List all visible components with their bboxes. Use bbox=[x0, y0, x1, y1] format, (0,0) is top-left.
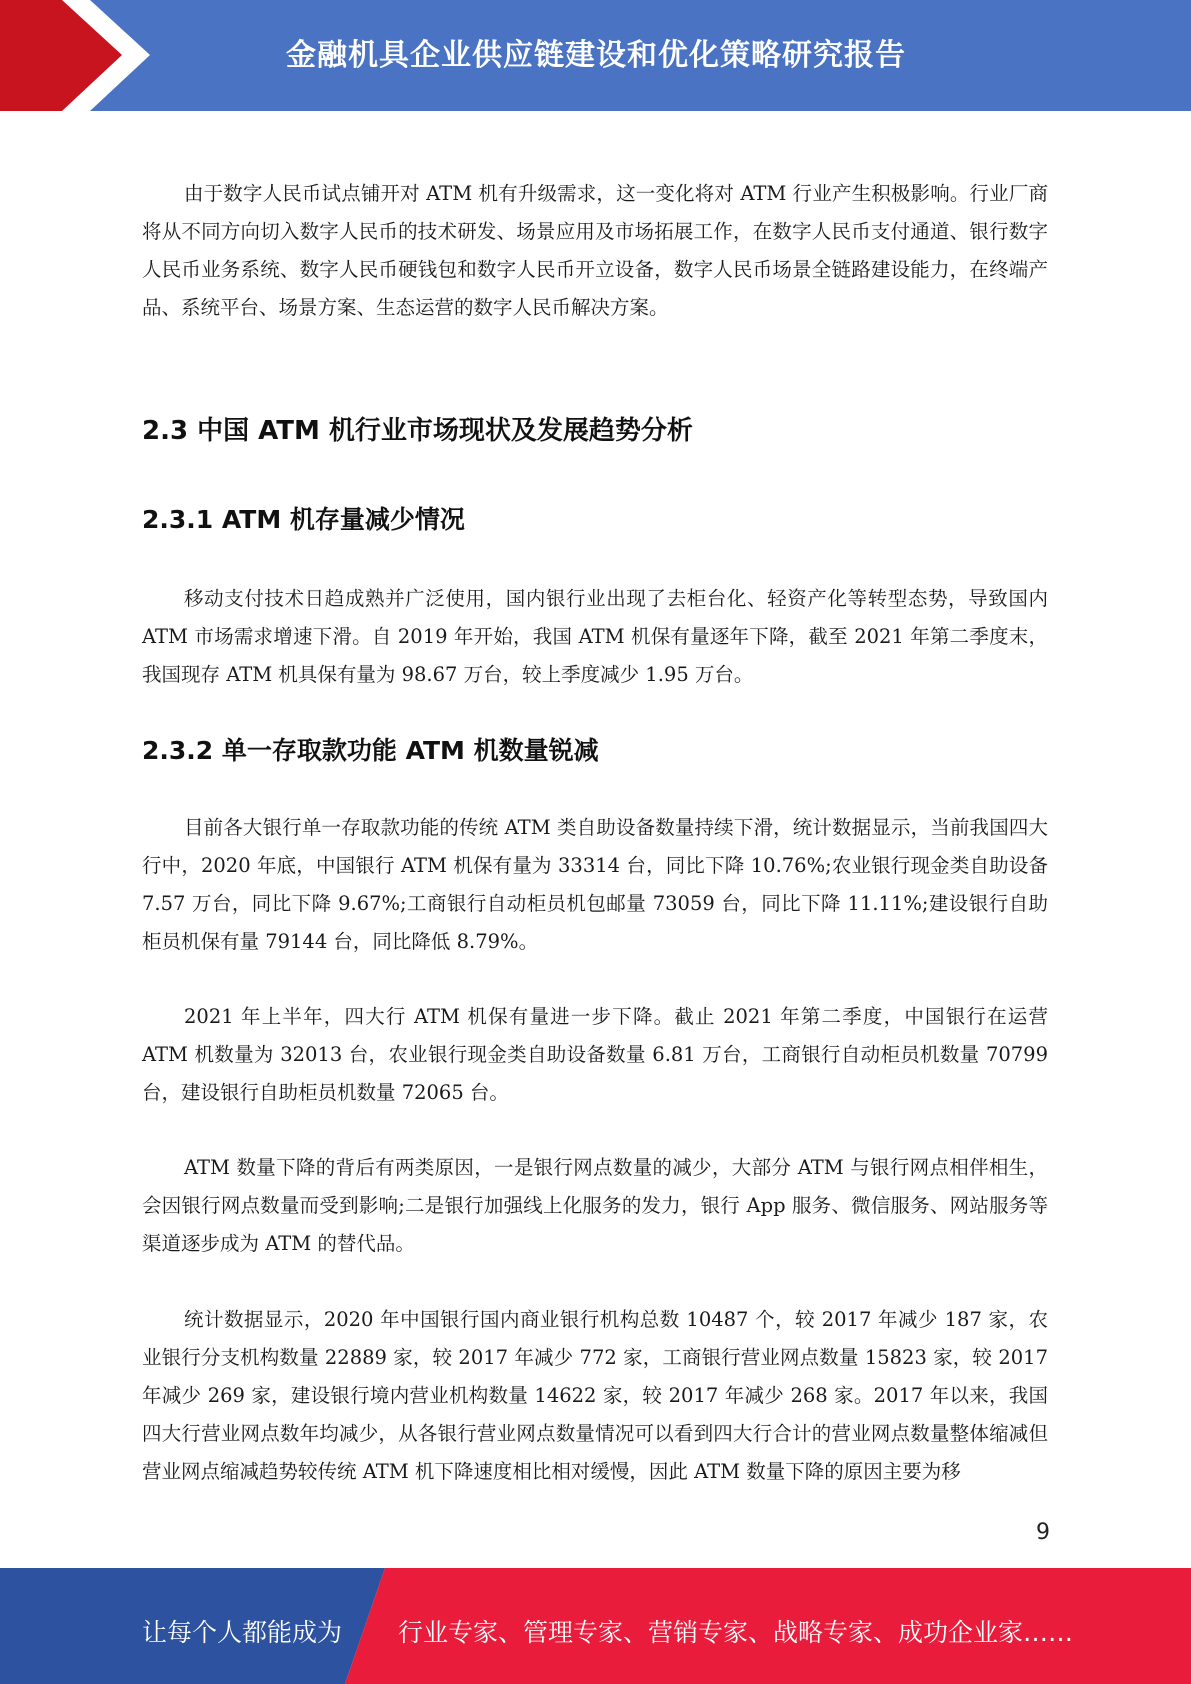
paragraph-digital-rmb: 由于数字人民币试点铺开对 ATM 机有升级需求，这一变化将对 ATM 行业产生积极影响。行业厂商将从不同方向切入数字人民币的技术研发、场景应用及市场拓展工作，在数字人民币支付通道、银行数字人民币业务系统、数字人民币硬钱包和数字人民币开立设备，数字人民币场景全链路建设能力，在终端产品、系统平台、场景方案、生态运营的数字人民币解决方案。 bbox=[142, 182, 1048, 319]
section-heading-2-3: 2.3 中国 ATM 机行业市场现状及发展趋势分析 bbox=[142, 416, 693, 446]
report-title: 金融机具企业供应链建设和优化策略研究报告 bbox=[286, 38, 906, 73]
section-heading-2-3-2: 2.3.2 单一存取款功能 ATM 机数量锐减 bbox=[142, 736, 599, 765]
footer-slogan-left: 让每个人都能成为 bbox=[142, 1618, 343, 1647]
paragraph-branch-statistics: 统计数据显示，2020 年中国银行国内商业银行机构总数 10487 个，较 2017 年减少 187 家，农业银行分支机构数量 22889 家，较 2017 年减少 772 家，工商银行营业网点数量 15823 家，较 2017 年减少 269 家，建设银行境内营业机构数量 14622 家，较 2017 年减少 268 家。2017 年以来，我国四大行营业网点数年均减少，从各银行营业网点数量情况可以看到四大行合计的营业网点数量整体缩减但营业网点缩减趋势较传统 ATM 机下降速度相比相对缓慢，因此 ATM 数量下降的原因主要为移 bbox=[142, 1308, 1048, 1483]
paragraph-atm-stock: 移动支付技术日趋成熟并广泛使用，国内银行业出现了去柜台化、轻资产化等转型态势，导致国内 ATM 市场需求增速下滑。自 2019 年开始，我国 ATM 机保有量逐年下降，截至 2021 年第二季度末，我国现存 ATM 机具保有量为 98.67 万台，较上季度减少 1.95 万台。 bbox=[142, 587, 1048, 686]
paragraph-four-banks-2021: 2021 年上半年，四大行 ATM 机保有量进一步下降。截止 2021 年第二季度，中国银行在运营 ATM 机数量为 32013 台，农业银行现金类自助设备数量 6.81 万台，工商银行自动柜员机数量 70799 台，建设银行自助柜员机数量 72065 台。 bbox=[142, 1005, 1048, 1104]
footer-slogan-right: 行业专家、管理专家、营销专家、战略专家、成功企业家…… bbox=[398, 1618, 1074, 1647]
header-arrow-decoration bbox=[0, 0, 160, 111]
page-number: 9 bbox=[1036, 1520, 1050, 1545]
paragraph-decline-reasons: ATM 数量下降的背后有两类原因，一是银行网点数量的减少，大部分 ATM 与银行网点相伴相生，会因银行网点数量而受到影响;二是银行加强线上化服务的发力，银行 App 服务、微信服务、网站服务等渠道逐步成为 ATM 的替代品。 bbox=[142, 1156, 1048, 1255]
header-band bbox=[0, 0, 1191, 111]
paragraph-four-banks-2020: 目前各大银行单一存取款功能的传统 ATM 类自助设备数量持续下滑，统计数据显示，当前我国四大行中，2020 年底，中国银行 ATM 机保有量为 33314 台，同比下降 10.76%;农业银行现金类自助设备 7.57 万台，同比下降 9.67%;工商银行自动柜员机包邮量 73059 台，同比下降 11.11%;建设银行自助柜员机保有量 79144 台，同比降低 8.79%。 bbox=[142, 816, 1048, 953]
footer-band bbox=[0, 1568, 1191, 1684]
section-heading-2-3-1: 2.3.1 ATM 机存量减少情况 bbox=[142, 505, 465, 534]
